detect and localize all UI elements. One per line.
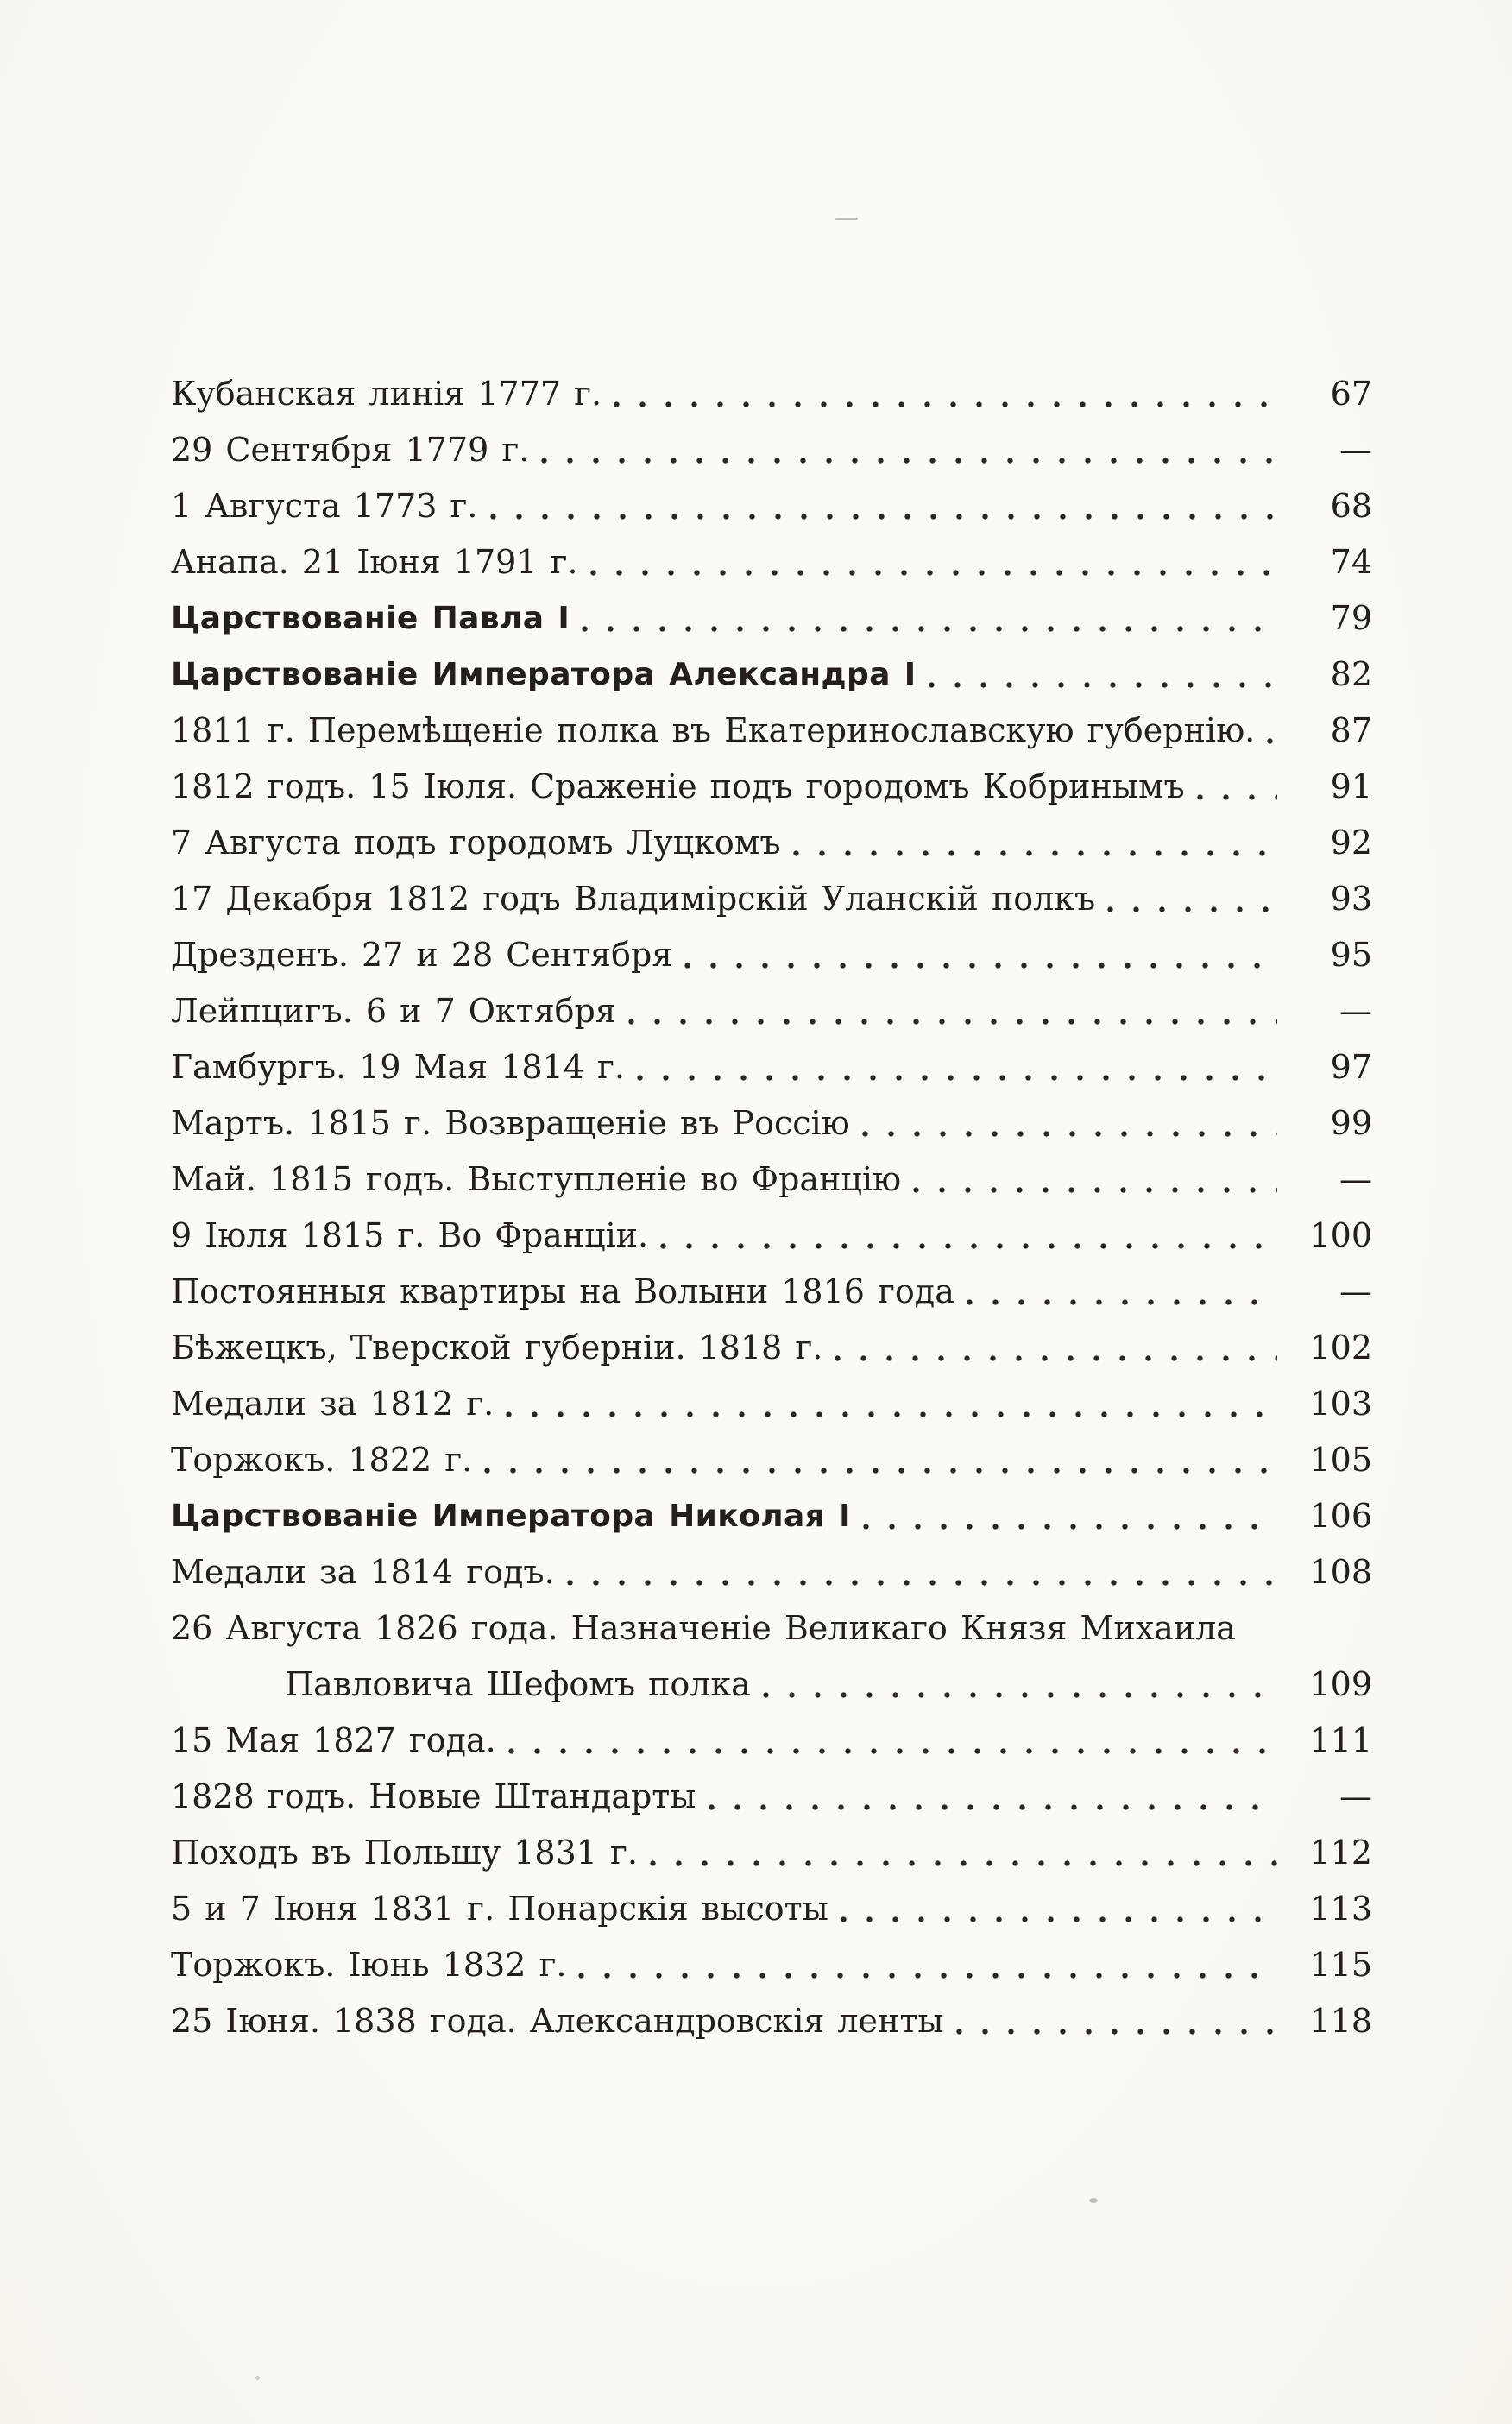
toc-entry-title: Медали за 1812 г. — [171, 1385, 495, 1423]
scan-artifact — [255, 2376, 260, 2380]
toc-entry-page: 109 — [1309, 1665, 1372, 1703]
toc-entry-page: 68 — [1330, 487, 1372, 525]
toc-entry — [171, 703, 1372, 759]
toc-entry — [171, 1993, 1372, 2049]
dot-leader — [696, 1769, 1281, 1825]
toc-entry-title: 1 Августа 1773 г. — [171, 487, 478, 525]
dot-leader — [578, 534, 1281, 590]
toc-entry — [171, 1825, 1372, 1881]
toc-entry-page: 91 — [1330, 767, 1372, 805]
toc-entry-title: Царствованіе Павла I — [171, 601, 570, 636]
toc-entry — [171, 1376, 1372, 1432]
dot-leader — [1185, 759, 1281, 815]
toc-entry — [171, 1881, 1372, 1937]
toc-entry — [171, 759, 1372, 815]
toc-entry — [171, 983, 1372, 1039]
dot-leader — [851, 1488, 1281, 1544]
toc-entry-page: 106 — [1309, 1497, 1372, 1535]
toc-entry-title: 5 и 7 Іюня 1831 г. Понарскія высоты — [171, 1890, 828, 1928]
toc-entry-page: 79 — [1330, 599, 1372, 637]
dot-leader — [944, 1993, 1281, 2049]
toc-entry-page: — — [1339, 431, 1372, 469]
toc-entry — [171, 1432, 1372, 1488]
toc-entry-page — [1281, 1600, 1372, 1657]
scan-artifact — [1089, 2198, 1098, 2203]
toc-entry-title: 26 Августа 1826 года. Назначеніе Великаго Князя Михаила — [171, 1609, 1236, 1647]
toc-entry — [171, 422, 1372, 478]
toc-entry-title: Мартъ. 1815 г. Возвращеніе въ Россію — [171, 1104, 850, 1142]
toc-entry-title: Походъ въ Польшу 1831 г. — [171, 1834, 639, 1872]
toc-entry — [171, 1152, 1372, 1208]
toc-entry-title: 29 Сентября 1779 г. — [171, 431, 530, 469]
toc-entry — [171, 478, 1372, 534]
dot-leader — [496, 1713, 1281, 1769]
dot-leader — [638, 1825, 1281, 1881]
dot-leader — [566, 1937, 1281, 1993]
toc-entry — [171, 1208, 1372, 1264]
toc-entry — [171, 590, 1372, 647]
dot-leader — [751, 1657, 1281, 1713]
toc-entry-page: 97 — [1330, 1048, 1372, 1086]
toc-entry-page: 67 — [1330, 375, 1372, 413]
toc-entry-title: Май. 1815 годъ. Выступленіе во Францію — [171, 1160, 902, 1198]
toc-entry-title: 15 Мая 1827 года. — [171, 1721, 496, 1759]
dot-leader — [478, 478, 1281, 534]
toc-entry-page: — — [1339, 1777, 1372, 1815]
toc-entry-title: 17 Декабря 1812 годъ Владимірскій Уланскій полкъ — [171, 880, 1096, 918]
scan-artifact — [835, 218, 858, 220]
toc-entry-page: 103 — [1309, 1385, 1372, 1423]
toc-entry-page: 99 — [1330, 1104, 1372, 1142]
toc-entry-title: 1811 г. Перемѣщеніе полка въ Екатеринославскую губернію. — [171, 711, 1256, 749]
dot-leader — [625, 1039, 1281, 1095]
dot-leader — [901, 1152, 1281, 1208]
toc-entry-title: Дрезденъ. 27 и 28 Сентября — [171, 936, 673, 974]
toc-entry — [171, 1713, 1372, 1769]
dot-leader — [648, 1208, 1281, 1264]
toc-entry-page: 93 — [1330, 880, 1372, 918]
toc-entry-title: 7 Августа подъ городомъ Луцкомъ — [171, 824, 781, 862]
toc-entry-title: Кубанская линія 1777 г. — [171, 375, 602, 413]
toc-entry-title: Торжокъ. 1822 г. — [171, 1441, 473, 1479]
dot-leader — [917, 647, 1281, 703]
toc-entry-title: Торжокъ. Іюнь 1832 г. — [171, 1946, 567, 1984]
toc-entry-page: 111 — [1309, 1721, 1372, 1759]
toc-entry — [171, 815, 1372, 871]
toc-entry-page: 118 — [1309, 2002, 1372, 2040]
dot-leader — [850, 1095, 1281, 1152]
toc-entry-title: Павловича Шефомъ полка — [285, 1665, 751, 1703]
toc-entry-title: Постоянныя квартиры на Волыни 1816 года — [171, 1272, 954, 1310]
dot-leader — [529, 422, 1281, 478]
toc-entry-title: Гамбургъ. 19 Мая 1814 г. — [171, 1048, 626, 1086]
toc-entry-title: Анапа. 21 Іюня 1791 г. — [171, 543, 578, 581]
toc-entry — [171, 1544, 1372, 1600]
dot-leader — [822, 1320, 1281, 1376]
toc-entry — [171, 1320, 1372, 1376]
toc-entry-page: 108 — [1309, 1553, 1372, 1591]
dot-leader — [828, 1881, 1281, 1937]
dot-leader — [494, 1376, 1281, 1432]
toc-entry-page: 74 — [1330, 543, 1372, 581]
toc-entry-page: 105 — [1309, 1441, 1372, 1479]
toc-entry-title: Медали за 1814 годъ. — [171, 1553, 555, 1591]
dot-leader — [954, 1264, 1281, 1320]
table-of-contents — [171, 366, 1372, 2049]
toc-entry — [171, 1657, 1372, 1713]
toc-entry-title: 1828 годъ. Новые Штандарты — [171, 1777, 696, 1815]
toc-entry-page: 102 — [1309, 1329, 1372, 1367]
toc-entry-page: 115 — [1309, 1946, 1372, 1984]
dot-leader — [555, 1544, 1281, 1600]
toc-entry-page: 92 — [1330, 824, 1372, 862]
toc-entry — [171, 871, 1372, 927]
toc-entry-title: 1812 годъ. 15 Іюля. Сраженіе подъ городомъ Кобринымъ — [171, 767, 1185, 805]
toc-entry-page: — — [1339, 1160, 1372, 1198]
dot-leader — [570, 590, 1281, 647]
toc-entry-page: — — [1339, 992, 1372, 1030]
toc-entry-title: Царствованіе Императора Николая I — [171, 1499, 851, 1534]
toc-entry — [171, 1264, 1372, 1320]
toc-entry — [171, 1488, 1372, 1544]
toc-entry-page: 112 — [1309, 1834, 1372, 1872]
toc-entry-title: Царствованіе Императора Александра I — [171, 657, 917, 692]
toc-entry — [171, 1600, 1372, 1657]
dot-leader — [1236, 1600, 1281, 1657]
toc-entry-page: 113 — [1309, 1890, 1372, 1928]
toc-entry-page: 100 — [1309, 1216, 1372, 1254]
dot-leader — [602, 366, 1281, 422]
dot-leader — [672, 927, 1281, 983]
toc-entry-page: 95 — [1330, 936, 1372, 974]
toc-entry — [171, 1769, 1372, 1825]
toc-entry-page: 87 — [1330, 711, 1372, 749]
dot-leader — [781, 815, 1281, 871]
toc-entry — [171, 534, 1372, 590]
toc-entry — [171, 927, 1372, 983]
toc-entry — [171, 647, 1372, 703]
toc-entry-title: Бѣжецкъ, Тверской губерніи. 1818 г. — [171, 1329, 823, 1367]
dot-leader — [1095, 871, 1281, 927]
toc-entry — [171, 366, 1372, 422]
dot-leader — [616, 983, 1281, 1039]
toc-entry — [171, 1095, 1372, 1152]
dot-leader — [1255, 703, 1281, 759]
toc-entry-title: Лейпцигъ. 6 и 7 Октября — [171, 992, 616, 1030]
toc-entry-page: 82 — [1330, 655, 1372, 693]
toc-entry-page: — — [1339, 1272, 1372, 1310]
toc-entry-title: 9 Іюля 1815 г. Во Франціи. — [171, 1216, 649, 1254]
toc-entry — [171, 1039, 1372, 1095]
dot-leader — [472, 1432, 1281, 1488]
toc-entry — [171, 1937, 1372, 1993]
toc-entry-title: 25 Іюня. 1838 года. Александровскія ленты — [171, 2002, 944, 2040]
